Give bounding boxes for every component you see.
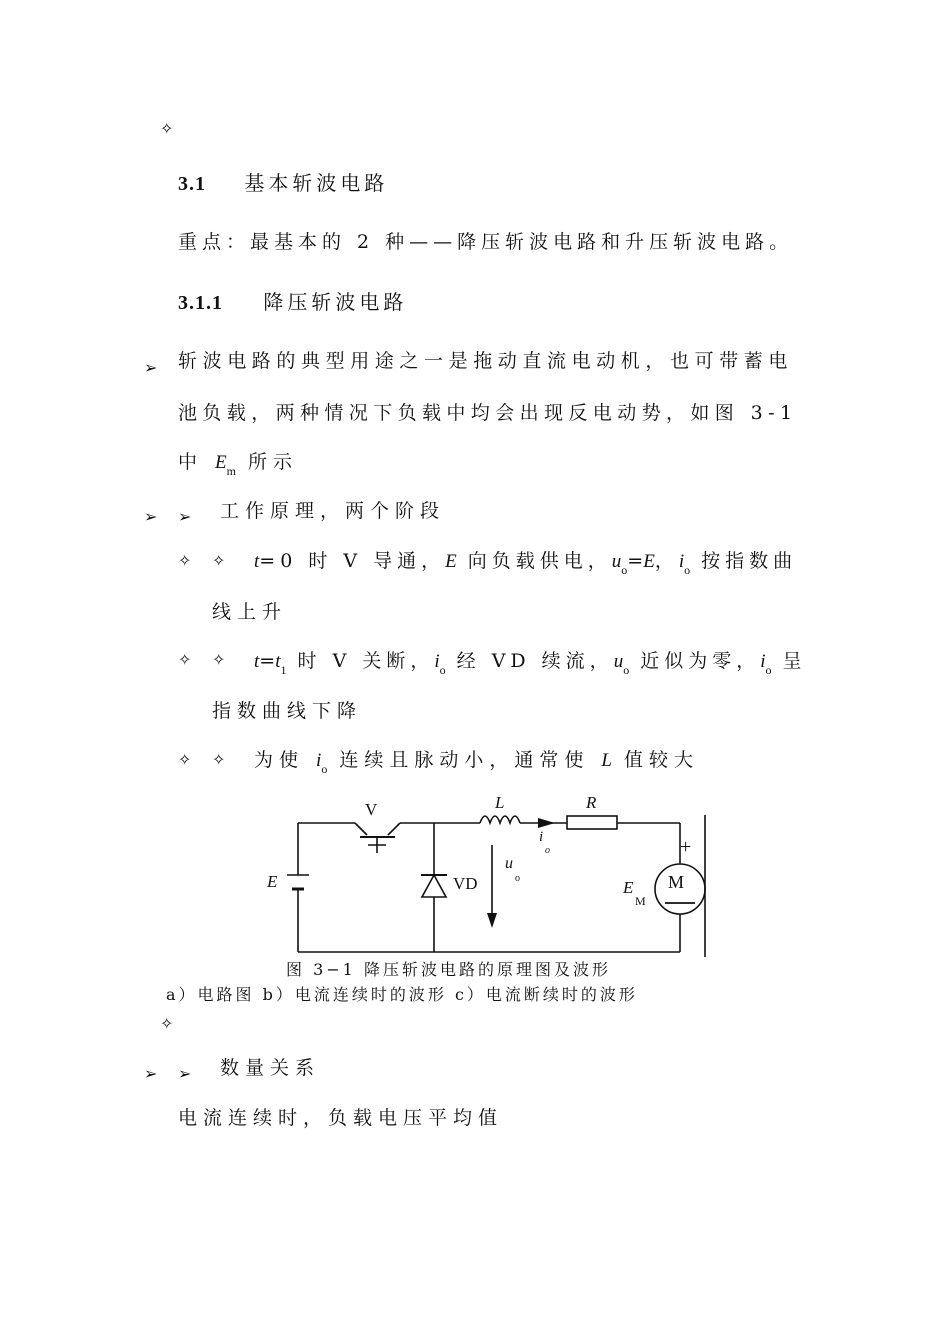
var-i: i bbox=[678, 551, 685, 572]
label-EM-sub: M bbox=[635, 894, 646, 908]
diode-body bbox=[422, 875, 446, 897]
focus-line: 重点：最基本的 2 种——降压斩波电路和升压斩波电路。 bbox=[178, 231, 794, 253]
figure-subcaption: a）电路图 b）电流连续时的波形 c）电流断续时的波形 bbox=[166, 985, 638, 1004]
var-E: E bbox=[215, 452, 227, 473]
label-plus: + bbox=[680, 836, 692, 858]
var-t: t bbox=[254, 551, 260, 572]
figure-caption: 图 3−1 降压斩波电路的原理图及波形 bbox=[286, 960, 611, 979]
label-uo-sub: o bbox=[515, 873, 520, 884]
uo-arrow-head bbox=[487, 913, 497, 928]
sub-m: m bbox=[226, 464, 236, 478]
bullet1-line2: 池负载，两种情况下负载中均会出现反电动势，如图 3-1 bbox=[178, 402, 798, 424]
subsection-number: 3.1.1 bbox=[178, 292, 223, 314]
bullet1-line3 bbox=[178, 451, 299, 478]
var-u: u bbox=[613, 651, 624, 672]
inductor-coil bbox=[480, 816, 520, 823]
arrow-bullet-1: ➢ bbox=[144, 358, 158, 377]
item1-line1 bbox=[254, 550, 798, 577]
sub-o: o bbox=[684, 563, 691, 577]
label-E: E bbox=[267, 872, 278, 891]
sub-o: o bbox=[439, 663, 446, 677]
switch-collector bbox=[355, 823, 367, 835]
text-segment: 向负载供电， bbox=[456, 550, 612, 572]
text-segment: = bbox=[627, 550, 644, 572]
label-V: V bbox=[365, 800, 378, 819]
arrow-bullet-2b: ➢ bbox=[178, 507, 192, 526]
diamond-bullet-item3a: ✧ bbox=[178, 750, 192, 769]
text-segment: 中 bbox=[178, 451, 216, 473]
bullet1-line1: 斩波电路的典型用途之一是拖动直流电动机，也可带蓄电 bbox=[178, 350, 794, 372]
item2-line2: 指数曲线下降 bbox=[212, 700, 363, 722]
text-segment: 所示 bbox=[236, 451, 299, 473]
diamond-bullet-after-figure: ✧ bbox=[160, 1014, 174, 1033]
switch-emitter bbox=[388, 823, 400, 835]
text-segment: 近似为零， bbox=[629, 650, 761, 672]
item1-line2: 线上升 bbox=[212, 601, 288, 623]
var-E: E bbox=[643, 551, 655, 572]
arrow-bullet-3: ➢ bbox=[144, 1064, 158, 1083]
sub-o: o bbox=[765, 663, 772, 677]
text-segment: 为使 bbox=[254, 749, 317, 771]
sub-o: o bbox=[621, 563, 628, 577]
diamond-bullet-item3b: ✧ bbox=[212, 750, 226, 769]
arrow-bullet-3b: ➢ bbox=[178, 1064, 192, 1083]
diamond-bullet-item1b: ✧ bbox=[212, 551, 226, 570]
subsection-title: 降压斩波电路 bbox=[263, 290, 408, 314]
section-number: 3.1 bbox=[178, 173, 206, 195]
text-segment: 经 VD 续流， bbox=[445, 650, 614, 672]
var-t1: t bbox=[275, 651, 281, 672]
diamond-bullet-item2b: ✧ bbox=[212, 650, 226, 669]
var-t: t bbox=[254, 651, 260, 672]
item3-line bbox=[254, 749, 700, 776]
var-i: i bbox=[316, 750, 322, 771]
label-EM: E bbox=[623, 878, 634, 897]
item2-line1 bbox=[254, 650, 807, 677]
var-i: i bbox=[760, 651, 766, 672]
sub-o: o bbox=[321, 762, 328, 776]
diamond-bullet-item2a: ✧ bbox=[178, 650, 192, 669]
var-i: i bbox=[434, 651, 440, 672]
text-segment: 呈 bbox=[771, 650, 807, 672]
section-heading bbox=[178, 173, 388, 194]
label-L: L bbox=[495, 793, 505, 812]
buck-chopper-circuit bbox=[255, 785, 725, 960]
label-R: R bbox=[586, 793, 597, 812]
text-segment: 连续且脉动小，通常使 bbox=[327, 749, 602, 771]
bullet3-text: 数量关系 bbox=[220, 1057, 321, 1079]
sub-o: o bbox=[623, 663, 630, 677]
resistor-body bbox=[567, 816, 617, 829]
var-E: E bbox=[445, 551, 457, 572]
text-segment: = bbox=[259, 650, 276, 672]
sub-1: 1 bbox=[280, 663, 287, 677]
text-segment: =0 时 V 导通， bbox=[259, 550, 446, 572]
text-segment: 值较大 bbox=[612, 749, 700, 771]
label-io: i bbox=[539, 829, 544, 845]
arrow-bullet-2: ➢ bbox=[144, 507, 158, 526]
label-VD: VD bbox=[453, 874, 478, 893]
label-M: M bbox=[668, 872, 685, 892]
var-u: u bbox=[611, 551, 622, 572]
subsection-heading bbox=[178, 292, 407, 313]
text-segment: ， bbox=[654, 550, 679, 572]
bullet2-text: 工作原理，两个阶段 bbox=[220, 500, 446, 522]
diamond-bullet-top: ✧ bbox=[160, 119, 174, 138]
label-uo: u bbox=[505, 855, 513, 872]
text-segment: 时 V 关断， bbox=[286, 650, 435, 672]
io-arrow-head bbox=[538, 818, 555, 828]
text-segment: 按指数曲 bbox=[690, 550, 798, 572]
label-io-sub: o bbox=[545, 845, 550, 856]
last-line: 电流连续时，负载电压平均值 bbox=[178, 1107, 504, 1129]
section-title: 基本斩波电路 bbox=[244, 171, 389, 195]
diamond-bullet-item1a: ✧ bbox=[178, 551, 192, 570]
var-L: L bbox=[601, 750, 612, 771]
